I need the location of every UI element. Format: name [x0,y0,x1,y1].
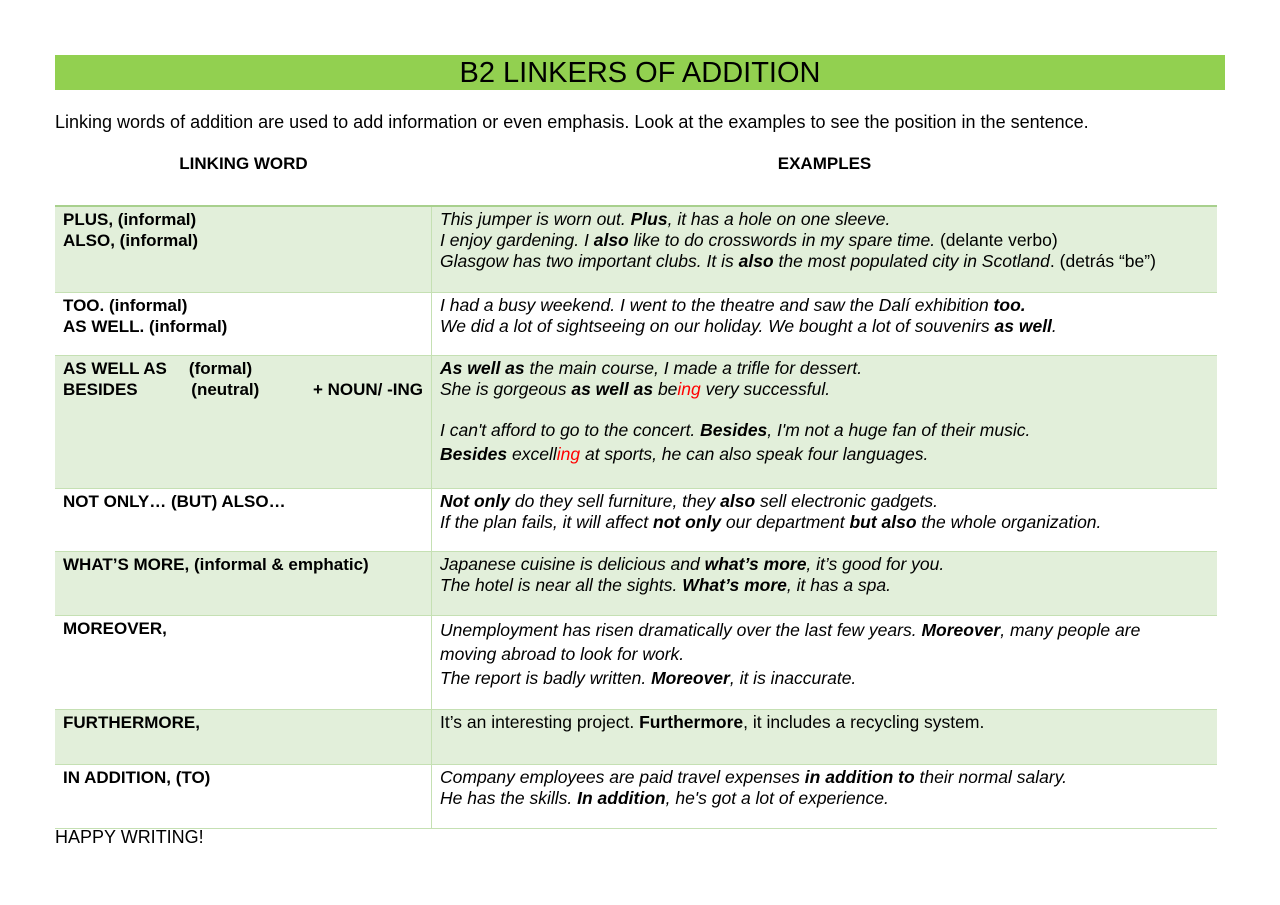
linking-word-cell [55,552,432,615]
examples-cell [432,207,1217,292]
table-row-furthermore [55,710,1217,765]
footer-text: HAPPY WRITING! [55,827,204,847]
column-header-examples: EXAMPLES [777,154,872,173]
example-sentence: Not only do they sell furniture, they also sell electronic gadgets. [440,491,939,511]
example-sentence: Besides excelling at sports, he can also speak four languages. [440,444,929,464]
example-sentence: He has the skills. In addition, he's got a lot of experience. [440,788,889,808]
examples-cell [432,616,1217,709]
linking-word-in-addition: IN ADDITION, (TO) [63,768,211,787]
linkers-table [55,205,1217,829]
intro-text: Linking words of addition are used to add information or even emphasis. Look at the examples to see the position in the sentence. [55,112,1089,132]
linking-word-cell [55,710,432,764]
linking-word-cell [55,765,432,828]
example-sentence: Company employees are paid travel expenses in addition to their normal salary. [440,767,1068,787]
linking-word-cell [55,293,432,355]
examples-cell [432,765,1217,828]
linking-word-as-well-as: AS WELL AS (formal) [63,359,253,378]
linking-word-too: TOO. (informal) [63,296,188,315]
table-row-too-as-well [55,293,1217,356]
table-row-moreover [55,616,1217,710]
example-sentence: I had a busy weekend. I went to the theatre and saw the Dalí exhibition too. [440,295,1026,315]
example-sentence: We did a lot of sightseeing on our holiday. We bought a lot of souvenirs as well. [440,316,1057,336]
table-row-not-only [55,489,1217,552]
example-sentence: I enjoy gardening. I also like to do crosswords in my spare time. (delante verbo) [440,230,1058,250]
linking-word-furthermore: FURTHERMORE, [63,713,200,732]
linking-word-whats-more: WHAT’S MORE, (informal & emphatic) [63,555,369,574]
example-sentence: I can't afford to go to the concert. Besides, I'm not a huge fan of their music. [440,420,1031,440]
linking-word-cell [55,616,432,709]
examples-cell [432,710,1217,764]
table-row-whats-more [55,552,1217,616]
linking-word-besides: BESIDES (neutral) + NOUN/ -ING [63,380,423,399]
examples-cell [432,489,1217,551]
linking-word-also: ALSO, (informal) [63,231,199,250]
example-sentence: This jumper is worn out. Plus, it has a hole on one sleeve. [440,209,891,229]
example-sentence: The report is badly written. Moreover, it is inaccurate. [440,668,857,688]
linking-word-cell [55,489,432,551]
example-sentence: She is gorgeous as well as being very successful. [440,379,831,399]
examples-cell [432,293,1217,355]
table-row-plus-also [55,207,1217,293]
examples-cell [432,356,1217,488]
examples-cell [432,552,1217,615]
example-sentence: It’s an interesting project. Furthermore, it includes a recycling system. [440,712,985,732]
linking-word-not-only: NOT ONLY… (BUT) ALSO… [63,492,286,511]
linking-word-as-well: AS WELL. (informal) [63,317,228,336]
page-title: B2 LINKERS OF ADDITION [55,55,1225,90]
linking-word-cell [55,356,432,488]
linking-word-plus: PLUS, (informal) [63,210,197,229]
column-header-linking-word: LINKING WORD [179,154,308,173]
linking-word-moreover: MOREOVER, [63,619,167,638]
example-sentence: Japanese cuisine is delicious and what’s more, it’s good for you. [440,554,945,574]
linking-word-cell [55,207,432,292]
example-sentence: moving abroad to look for work. [440,644,685,664]
example-sentence: The hotel is near all the sights. What’s more, it has a spa. [440,575,892,595]
table-row-as-well-as-besides [55,356,1217,489]
example-sentence: As well as the main course, I made a trifle for dessert. [440,358,863,378]
example-sentence: If the plan fails, it will affect not only our department but also the whole organization. [440,512,1102,532]
example-sentence: Unemployment has risen dramatically over the last few years. Moreover, many people are [440,620,1141,640]
table-row-in-addition [55,765,1217,829]
example-sentence: Glasgow has two important clubs. It is also the most populated city in Scotland. (detrás “be”) [440,251,1156,271]
